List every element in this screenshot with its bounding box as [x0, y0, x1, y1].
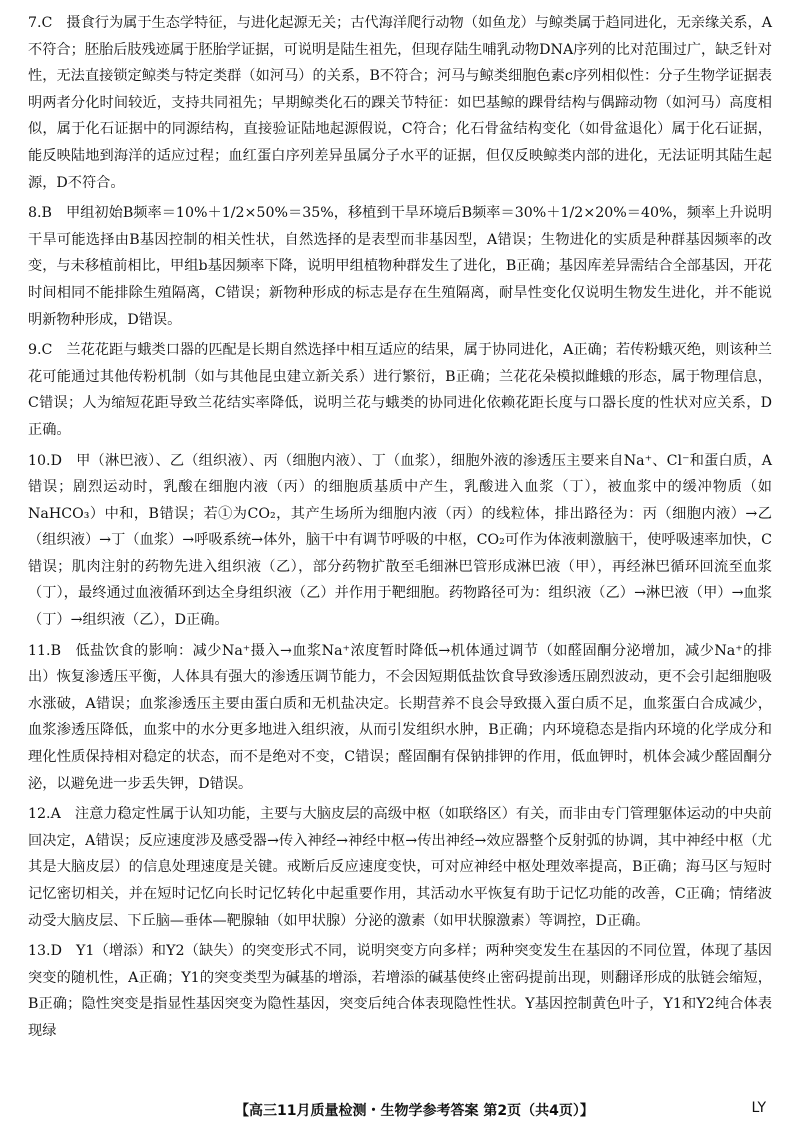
- page-footer: [0, 1100, 800, 1124]
- item-number: 10.: [28, 452, 51, 469]
- item-explanation: 甲（淋巴液）、乙（组织液）、丙（细胞内液）、丁（血浆），细胞外液的渗透压主要来自Na⁺、Cl⁻和蛋白质，A错误；剧烈运动时，乳酸在细胞内液（丙）的细胞质基质中产生，乳酸进入血浆（丁），被血浆中的缓冲物质（如NaHCO₃）中和，B错误；若①为CO₂，其产生场所为细胞内液（丙）的线粒体，排出路径为：丙（细胞内液）→乙（组织液）→丁（血浆）→呼吸系统→体外，脑干中有调节呼吸的中枢，CO₂可作为体液刺激脑干，使呼吸速率加快，C错误；肌肉注射的药物先进入组织液（乙），部分药物扩散至毛细淋巴管形成淋巴液（甲），再经淋巴循环回流至血浆（丁），最终通过血液循环到达全身组织液（乙）并作用于靶细胞。药物路径可为：组织液（乙）→淋巴液（甲）→血浆（丁）→组织液（乙），D正确。: [28, 452, 772, 629]
- item-explanation: 低盐饮食的影响：减少Na⁺摄入→血浆Na⁺浓度暂时降低→机体通过调节（如醛固酮分泌增加，减少Na⁺的排出）恢复渗透压平衡，人体具有强大的渗透压调节能力，不会因短期低盐饮食导致渗透压剧烈波动，更不会引起细胞吸水涨破，A错误；血浆渗透压主要由蛋白质和无机盐决定。长期营养不良会导致摄入蛋白质不足，血浆蛋白合成减少，血浆渗透压降低，血浆中的水分更多地进入组织液，从而引发组织水肿，B正确；内环境稳态是指内环境的化学成分和理化性质保持相对稳定的状态，而不是绝对不变，C错误；醛固酮有保钠排钾的作用，低血钾时，机体会减少醛固酮分泌，以避免进一步丢失钾，D错误。: [28, 642, 772, 792]
- item-answer: B: [41, 205, 52, 222]
- item-answer: C: [41, 15, 53, 31]
- item-explanation: 注意力稳定性属于认知功能，主要与大脑皮层的高级中枢（如联络区）有关，而非由专门管理躯体运动的中央前回决定，A错误；反应速度涉及感受器→传入神经→神经中枢→传出神经→效应器整个反射弧的协调，其中神经中枢（尤其是大脑皮层）的信息处理速度是关键。戒断后反应速度变快，可对应神经中枢处理效率提高，B正确；海马区与短时记忆密切相关，并在短时记忆向长时记忆转化中起重要作用，其活动水平恢复有助于记忆功能的改善，C正确；情绪波动受大脑皮层、下丘脑—垂体—靶腺轴（如甲状腺）分泌的激素（如甲状腺激素）等调控，D正确。: [28, 806, 772, 929]
- answer-item-13: [28, 938, 772, 1044]
- footer-title: 【高三11月质量检测・生物学参考答案 第2页（共4页）】: [235, 1103, 594, 1119]
- footer-code: LY: [751, 1100, 766, 1116]
- answer-item-11: [28, 638, 772, 798]
- answer-item-12: [28, 801, 772, 934]
- answer-page: [28, 10, 772, 1049]
- item-number: 9.: [28, 342, 42, 359]
- item-answer: A: [50, 806, 61, 823]
- item-number: 7.: [28, 15, 42, 31]
- item-number: 8.: [28, 205, 42, 222]
- item-explanation: Y1（增添）和Y2（缺失）的突变形式不同，说明突变方向多样；两种突变发生在基因的不同位置，体现了基因突变的随机性，A正确；Y1的突变类型为碱基的增添，若增添的碱基使终止密码提前出现，则翻译形成的肽链会缩短，B正确；隐性突变是指显性基因突变为隐性基因，突变后纯合体表现隐性性状。Y基因控制黄色叶子，Y1和Y2纯合体表现绿: [28, 943, 772, 1039]
- answer-item-9: [28, 337, 772, 443]
- item-answer: C: [41, 342, 53, 359]
- item-explanation: 兰花花距与蛾类口器的匹配是长期自然选择中相互适应的结果，属于协同进化，A正确；若传粉蛾灭绝，则该种兰花可能通过其他传粉机制（如与其他昆虫建立新关系）进行繁衍，B正确；兰花花朵模拟雌蛾的形态，属于物理信息，C错误；人为缩短花距导致兰花结实率降低，说明兰花与蛾类的协同进化依赖花距长度与口器长度的性状对应关系，D正确。: [28, 342, 772, 438]
- answer-item-8: [28, 200, 772, 333]
- answer-item-10: [28, 448, 772, 634]
- item-answer: D: [50, 452, 62, 469]
- item-explanation: 甲组初始B频率＝10%＋1/2×50%＝35%，移植到干旱环境后B频率＝30%＋1/2×20%＝40%，频率上升说明干旱可能选择由B基因控制的相关性状，自然选择的是表型而非基因型，A错误；生物进化的实质是种群基因频率的改变，与未移植前相比，甲组b基因频率下降，说明甲组植物种群发生了进化，B正确；基因库差异需结合全部基因，开花时间相同不能排除生殖隔离，C错误；新物种形成的标志是存在生殖隔离，耐旱性变化仅说明生物发生进化，并不能说明新物种形成，D错误。: [28, 205, 772, 328]
- item-answer: B: [50, 642, 62, 659]
- item-number: 13.: [28, 943, 51, 960]
- item-number: 11.: [28, 642, 51, 659]
- item-answer: D: [50, 943, 62, 960]
- answer-item-7: [28, 10, 772, 196]
- item-number: 12.: [28, 806, 51, 823]
- item-explanation: 摄食行为属于生态学特征，与进化起源无关；古代海洋爬行动物（如鱼龙）与鲸类属于趋同进化，无亲缘关系，A不符合；胚胎后肢残迹属于胚胎学证据，可说明是陆生祖先，但现存陆生哺乳动物DNA序列的比对范围过广，缺乏针对性，无法直接锁定鲸类与特定类群（如河马）的关系，B不符合；河马与鲸类细胞色素c序列相似性：分子生物学证据表明两者分化时间较近，支持共同祖先；早期鲸类化石的踝关节特征：如巴基鲸的踝骨结构与偶蹄动物（如河马）高度相似，属于化石证据中的同源结构，直接验证陆地起源假说，C符合；化石骨盆结构变化（如骨盆退化）属于化石证据，能反映陆地到海洋的适应过程；血红蛋白序列差异虽属分子水平的证据，但仅反映鲸类内部的进化，无法证明其陆生起源，D不符合。: [28, 15, 772, 191]
